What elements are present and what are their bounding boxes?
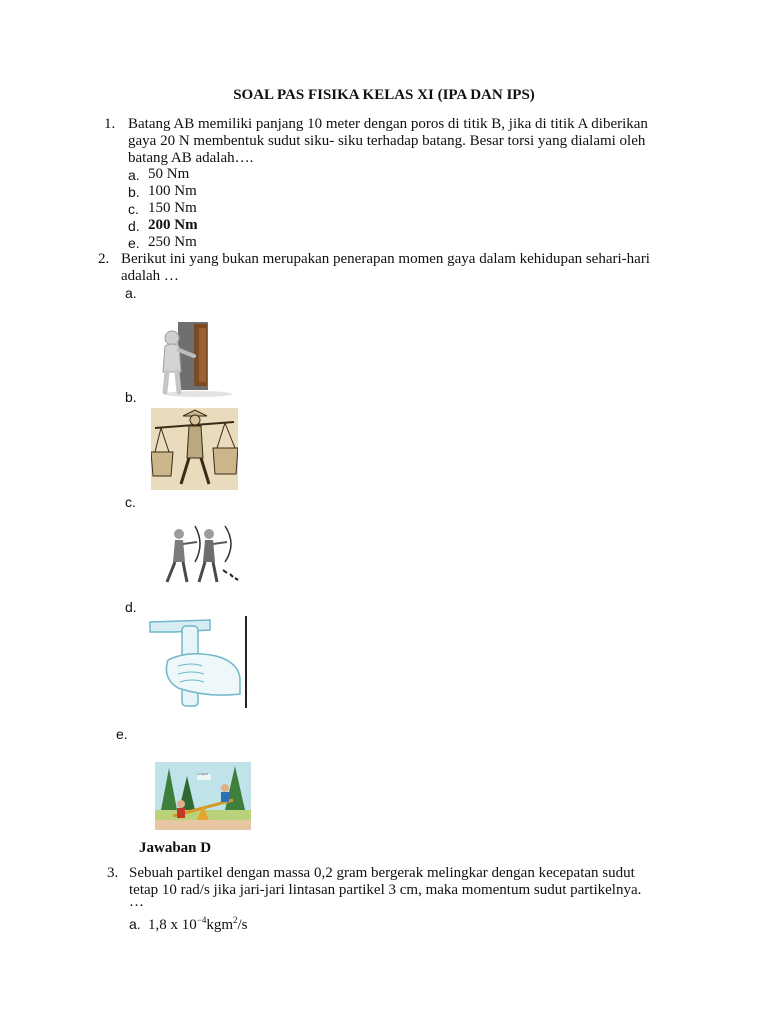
- question-line: batang AB adalah….: [128, 150, 254, 166]
- carrying-baskets-image: [151, 408, 238, 490]
- hammer-image: [148, 614, 248, 708]
- option-unit-tail: /s: [237, 917, 248, 933]
- option-unit: kgm: [206, 917, 233, 933]
- option-letter: e.: [116, 726, 128, 742]
- question-number: 1.: [104, 116, 116, 132]
- option-base: 1,8 x 10: [148, 917, 197, 933]
- option-text: 100 Nm: [148, 183, 197, 199]
- option-letter: d.: [125, 599, 137, 615]
- option-letter: a.: [129, 916, 141, 932]
- seesaw-sign: jungkat: [197, 772, 209, 776]
- option-text: 150 Nm: [148, 200, 197, 216]
- option-letter: d.: [128, 218, 140, 234]
- option-letter: b.: [128, 184, 140, 200]
- option-letter: a.: [125, 285, 137, 301]
- question-number: 3.: [107, 865, 119, 881]
- question-line: Berikut ini yang bukan merupakan penerapan momen gaya dalam kehidupan sehari-hari: [121, 251, 650, 267]
- page-title: SOAL PAS FISIKA KELAS XI (IPA DAN IPS): [233, 87, 535, 103]
- option-letter: b.: [125, 389, 137, 405]
- answer-label: Jawaban D: [139, 840, 212, 856]
- option-letter: c.: [128, 201, 139, 217]
- option-letter: c.: [125, 494, 136, 510]
- option-unit-exponent: 2: [233, 915, 238, 925]
- question-line: gaya 20 N membentuk sudut siku- siku terhadap batang. Besar torsi yang dialami oleh: [128, 133, 646, 149]
- option-text: [148, 915, 248, 934]
- question-number: 2.: [98, 251, 110, 267]
- question-line: adalah …: [121, 268, 179, 284]
- option-text: 250 Nm: [148, 234, 197, 250]
- question-line: Sebuah partikel dengan massa 0,2 gram bergerak melingkar dengan kecepatan sudut: [129, 865, 635, 881]
- question-line: tetap 10 rad/s jika jari-jari lintasan partikel 3 cm, maka momentum sudut partikelnya.: [129, 882, 642, 898]
- question-line: …: [129, 894, 144, 910]
- option-text: 50 Nm: [148, 166, 190, 182]
- archers-image: [153, 518, 240, 586]
- option-letter: a.: [128, 167, 140, 183]
- question-line: Batang AB memiliki panjang 10 meter dengan poros di titik B, jika di titik A diberikan: [128, 116, 648, 132]
- door-image: [158, 320, 238, 398]
- option-exponent: −4: [196, 915, 207, 925]
- seesaw-image: [155, 762, 251, 830]
- option-text-correct: 200 Nm: [148, 217, 198, 233]
- option-letter: e.: [128, 235, 140, 251]
